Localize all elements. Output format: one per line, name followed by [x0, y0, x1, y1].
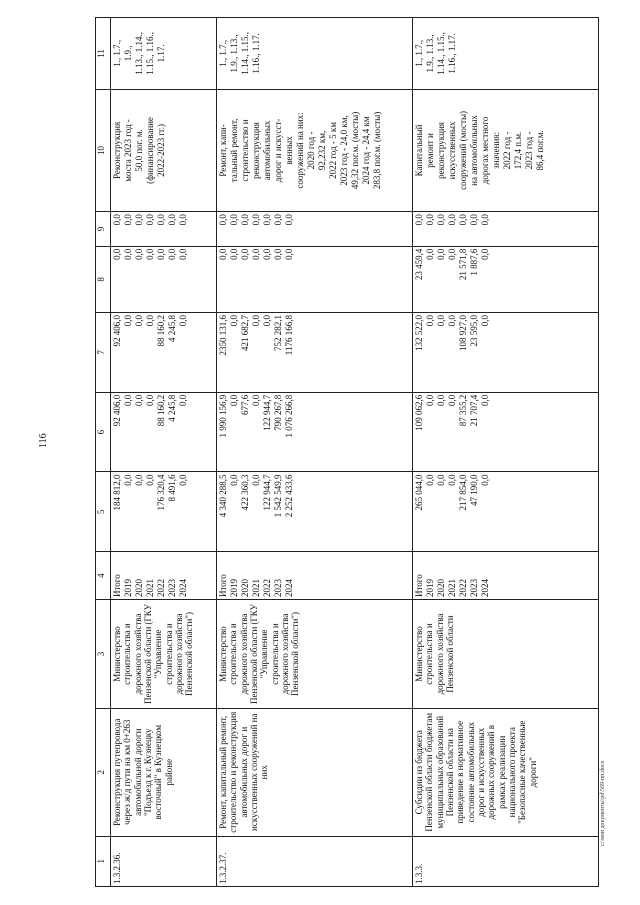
value: 0,0	[178, 474, 188, 486]
year-label: 2022	[458, 579, 468, 598]
result-line: 2022-2023 гг.)	[156, 124, 166, 177]
indicator-line: 1.13., 1.14.,	[134, 32, 144, 75]
value: 0,0	[447, 214, 457, 226]
rotated-table-container	[95, 17, 611, 887]
result-line: тальный ремонт,	[229, 118, 239, 183]
value: 176 320,4	[156, 474, 166, 511]
value: 0,0	[284, 248, 294, 260]
expected-result-cell	[217, 89, 413, 211]
value: 132 522,0	[414, 315, 424, 352]
result-line: 86,4 пог.м.	[535, 130, 545, 171]
indicator-line: 1.14., 1.15.,	[240, 32, 250, 75]
result-line: 172,4 п.м.	[513, 131, 523, 170]
result-line: автомобильных	[262, 120, 272, 181]
value: 0,0	[156, 214, 166, 226]
result-line: Ремонт, капи-	[218, 124, 228, 177]
value: 0,0	[447, 394, 457, 406]
col-header-8: 8	[96, 246, 111, 312]
value: 0,0	[218, 214, 228, 226]
value: 0,0	[425, 474, 435, 486]
result-line: 2020 год -	[306, 131, 316, 170]
value: 21 707,4	[469, 394, 479, 427]
value: 0,0	[425, 248, 435, 260]
year-label: 2020	[240, 579, 250, 598]
value: 0,0	[145, 214, 155, 226]
year-label: 2024	[178, 579, 188, 598]
indicator-line: 1.16., 1.17.	[447, 33, 457, 74]
year-label: 2020	[134, 579, 144, 598]
result-line: дорогах местного	[480, 116, 490, 185]
value: 0,0	[262, 214, 272, 226]
activity-name: Ремонт, капитальный ремонт, строительство и реконструкция автомобильных дорог и искусственных сооружений на них	[217, 708, 413, 836]
value: 8 491,6	[167, 474, 177, 502]
total-funding-cell	[111, 472, 217, 552]
result-line: реконструкция	[436, 122, 446, 179]
result-line: моста 2023 год -	[123, 119, 133, 182]
value: 0,0	[262, 315, 272, 327]
result-line: дорог и искусст-	[273, 118, 283, 183]
year-label: 2019	[123, 579, 133, 598]
value: 0,0	[134, 214, 144, 226]
value: 0,0	[436, 315, 446, 327]
value: 122 944,7	[262, 394, 272, 431]
year-label: Итого	[112, 574, 122, 598]
col-header-2: 2	[96, 708, 111, 836]
value: 0,0	[178, 315, 188, 327]
value: 4 245,8	[167, 315, 177, 343]
value: 0,0	[145, 474, 155, 486]
value: 0,0	[480, 315, 490, 327]
col-header-10: 10	[96, 89, 111, 211]
value: 88 160,2	[156, 315, 166, 347]
table-row	[413, 18, 599, 887]
column-number-row	[96, 18, 111, 887]
indicator-links-cell	[111, 18, 217, 90]
year-label: 2019	[425, 579, 435, 598]
result-line: сооружений на них:	[295, 112, 305, 189]
total-funding-cell	[413, 472, 599, 552]
col-header-9: 9	[96, 212, 111, 247]
years-cell	[217, 552, 413, 600]
year-label: 2024	[284, 579, 294, 598]
value: 92 406,0	[112, 315, 122, 347]
total-funding-cell	[217, 472, 413, 552]
col-header-6: 6	[96, 392, 111, 472]
funding-col6-cell	[111, 392, 217, 472]
expected-result-cell	[111, 89, 217, 211]
value: 108 927,0	[458, 315, 468, 352]
value: 0,0	[145, 394, 155, 406]
value: 0,0	[480, 474, 490, 486]
year-label: 2023	[167, 579, 177, 598]
indicator-line: 1.17.	[156, 44, 166, 63]
funding-col6-cell	[413, 392, 599, 472]
result-line: 2023 год -	[524, 131, 534, 170]
value: 0,0	[112, 248, 122, 260]
executor: Министерство строительства и дорожного хозяйства Пензенской области (ГКУ "Управление строительства и дорожного хозяйства Пензенской области")	[111, 600, 217, 709]
value: 184 812,0	[112, 474, 122, 511]
value: 0,0	[251, 214, 261, 226]
value: 0,0	[123, 248, 133, 260]
program-activities-table	[95, 17, 599, 887]
value: 0,0	[218, 248, 228, 260]
expected-result-cell	[413, 89, 599, 211]
value: 2350 131,6	[218, 315, 228, 356]
year-label: Итого	[218, 574, 228, 598]
value: 4 245,8	[167, 394, 177, 422]
year-label: 2021	[251, 579, 261, 598]
value: 0,0	[480, 248, 490, 260]
value: 0,0	[273, 248, 283, 260]
value: 0,0	[414, 214, 424, 226]
value: 0,0	[178, 394, 188, 406]
indicator-line: 1.14., 1.15.,	[436, 32, 446, 75]
value: 21 571,8	[458, 248, 468, 281]
col-header-11: 11	[96, 18, 111, 90]
funding-col9-cell	[217, 212, 413, 247]
funding-col8-cell	[413, 246, 599, 312]
page-number: 116	[38, 433, 49, 448]
col-header-4: 4	[96, 552, 111, 600]
value: 0,0	[240, 214, 250, 226]
value: 0,0	[447, 248, 457, 260]
row-code: 1.3.2.37.	[217, 836, 413, 886]
value: 0,0	[134, 394, 144, 406]
year-label: 2023	[273, 579, 283, 598]
row-code: 1.3.3.	[413, 836, 599, 886]
value: 92 406,0	[112, 394, 122, 427]
year-label: 2020	[436, 579, 446, 598]
value: 0,0	[251, 394, 261, 406]
result-line: 2024 год - 24,4 км	[361, 116, 371, 185]
value: 0,0	[123, 214, 133, 226]
funding-col8-cell	[111, 246, 217, 312]
indicator-line: 1., 1.7.,	[414, 39, 424, 67]
value: 0,0	[145, 248, 155, 260]
value: 0,0	[156, 248, 166, 260]
col-header-1: 1	[96, 836, 111, 886]
value: 0,0	[284, 214, 294, 226]
year-label: 2022	[262, 579, 272, 598]
row-code: 1.3.2.36.	[111, 836, 217, 886]
result-line: 50,0 пог. м.	[134, 129, 144, 172]
value: 0,0	[425, 214, 435, 226]
value: 677,6	[240, 394, 250, 415]
result-line: 2022 год -	[502, 131, 512, 170]
col-header-5: 5	[96, 472, 111, 552]
years-cell	[413, 552, 599, 600]
col-header-7: 7	[96, 313, 111, 393]
value: 0,0	[229, 474, 239, 486]
table-row	[111, 18, 217, 887]
result-line: искусственных	[447, 121, 457, 180]
indicator-links-cell	[217, 18, 413, 90]
value: 0,0	[447, 474, 457, 486]
value: 23 459,4	[414, 248, 424, 281]
result-line: венных	[284, 136, 294, 165]
indicator-line: 1.9., 1.13.,	[229, 34, 239, 73]
value: 0,0	[436, 214, 446, 226]
value: 0,0	[134, 474, 144, 486]
result-line: на автомобильных	[469, 115, 479, 186]
value: 790 267,8	[273, 394, 283, 431]
value: 0,0	[436, 394, 446, 406]
funding-col7-cell	[413, 313, 599, 393]
value: 1 887,6	[469, 248, 479, 276]
value: 421 682,7	[240, 315, 250, 352]
executor: Министерство строительства и дорожного хозяйства Пензенской области	[413, 600, 599, 709]
footer-file-path: c:\мои документы\pd\569-пп.docx	[600, 760, 606, 846]
funding-col8-cell	[217, 246, 413, 312]
funding-col7-cell	[111, 313, 217, 393]
indicator-line: 1., 1.7.,	[218, 39, 228, 67]
year-label: 2019	[229, 579, 239, 598]
value: 23 595,0	[469, 315, 479, 347]
value: 0,0	[167, 248, 177, 260]
year-label: 2021	[145, 579, 155, 598]
year-label: 2022	[156, 579, 166, 598]
funding-col7-cell	[217, 313, 413, 393]
value: 0,0	[123, 474, 133, 486]
year-label: 2023	[469, 579, 479, 598]
value: 0,0	[251, 474, 261, 486]
col-header-3: 3	[96, 600, 111, 709]
year-label: 2024	[480, 579, 490, 598]
value: 0,0	[123, 315, 133, 327]
result-line: Реконструкция	[112, 121, 122, 180]
value: 0,0	[123, 394, 133, 406]
value: 0,0	[178, 248, 188, 260]
indicator-line: 1., 1.7.,	[112, 39, 122, 67]
year-label: Итого	[414, 574, 424, 598]
value: 2 252 433,6	[284, 474, 294, 518]
value: 0,0	[425, 394, 435, 406]
value: 122 944,7	[262, 474, 272, 511]
result-line: ремонт и	[425, 133, 435, 168]
value: 0,0	[458, 214, 468, 226]
value: 0,0	[240, 248, 250, 260]
value: 0,0	[229, 248, 239, 260]
result-line: 2022 год - 5 км	[328, 122, 338, 179]
value: 87 355,2	[458, 394, 468, 427]
value: 1176 166,8	[284, 315, 294, 356]
value: 0,0	[425, 315, 435, 327]
activity-name: Реконструкция путепровода через ж/д пути на км 0+263 автомобильной дороги "Подъезд к г. Кузнецку восточный" в Кузнецком районе	[111, 708, 217, 836]
result-line: сооружений (мосты)	[458, 110, 468, 190]
value: 0,0	[480, 214, 490, 226]
result-line: 92,232 км,	[317, 130, 327, 171]
value: 422 360,3	[240, 474, 250, 511]
result-line: реконструкция	[251, 122, 261, 179]
indicator-line: 1.9.,	[123, 45, 133, 62]
result-line: 2023 год - 24,0 км,	[339, 115, 349, 186]
value: 0,0	[178, 214, 188, 226]
indicator-line: 1.16., 1.17.	[251, 33, 261, 74]
indicator-line: 1.9., 1.13.,	[425, 34, 435, 73]
value: 0,0	[134, 248, 144, 260]
result-line: (финансирование	[145, 117, 155, 184]
activity-name: Субсидии из бюджета Пензенской области бюджетам муниципальных образований Пензенской области на приведение в нормативное состояние автомобильных дорог и искусственных дорожных сооружений в рамках реализации национального проекта "Безопасные качественные дороги"	[413, 708, 599, 836]
value: 0,0	[145, 315, 155, 327]
value: 0,0	[273, 214, 283, 226]
value: 0,0	[251, 315, 261, 327]
value: 4 340 288,5	[218, 474, 228, 518]
indicator-links-cell	[413, 18, 599, 90]
value: 0,0	[469, 214, 479, 226]
value: 0,0	[229, 214, 239, 226]
result-line: 283,8 пог.м. (мосты)	[372, 111, 382, 190]
value: 0,0	[229, 315, 239, 327]
value: 0,0	[436, 248, 446, 260]
funding-col9-cell	[111, 212, 217, 247]
value: 265 044,0	[414, 474, 424, 511]
value: 0,0	[251, 248, 261, 260]
value: 0,0	[262, 248, 272, 260]
value: 1 990 156,9	[218, 394, 228, 438]
indicator-line: 1.15., 1.16.,	[145, 32, 155, 75]
value: 0,0	[167, 214, 177, 226]
value: 0,0	[447, 315, 457, 327]
result-line: значения:	[491, 132, 501, 169]
executor: Министерство строительства и дорожного хозяйства Пензенской области (ГКУ "Управление строительства и дорожного хозяйства Пензенской области")	[217, 600, 413, 709]
years-cell	[111, 552, 217, 600]
funding-col9-cell	[413, 212, 599, 247]
year-label: 2021	[447, 579, 457, 598]
value: 109 062,6	[414, 394, 424, 431]
result-line: Капитальный	[414, 124, 424, 177]
funding-col6-cell	[217, 392, 413, 472]
value: 47 190,0	[469, 474, 479, 506]
value: 217 854,0	[458, 474, 468, 511]
value: 0,0	[134, 315, 144, 327]
value: 1 076 266,8	[284, 394, 294, 438]
value: 0,0	[229, 394, 239, 406]
result-line: 49,32 пог.м. (мосты)	[350, 111, 360, 190]
value: 752 282,1	[273, 315, 283, 352]
value: 0,0	[480, 394, 490, 406]
table-row	[217, 18, 413, 887]
value: 1 542 549,9	[273, 474, 283, 518]
result-line: строительство и	[240, 119, 250, 182]
value: 0,0	[112, 214, 122, 226]
value: 0,0	[436, 474, 446, 486]
value: 88 160,2	[156, 394, 166, 427]
